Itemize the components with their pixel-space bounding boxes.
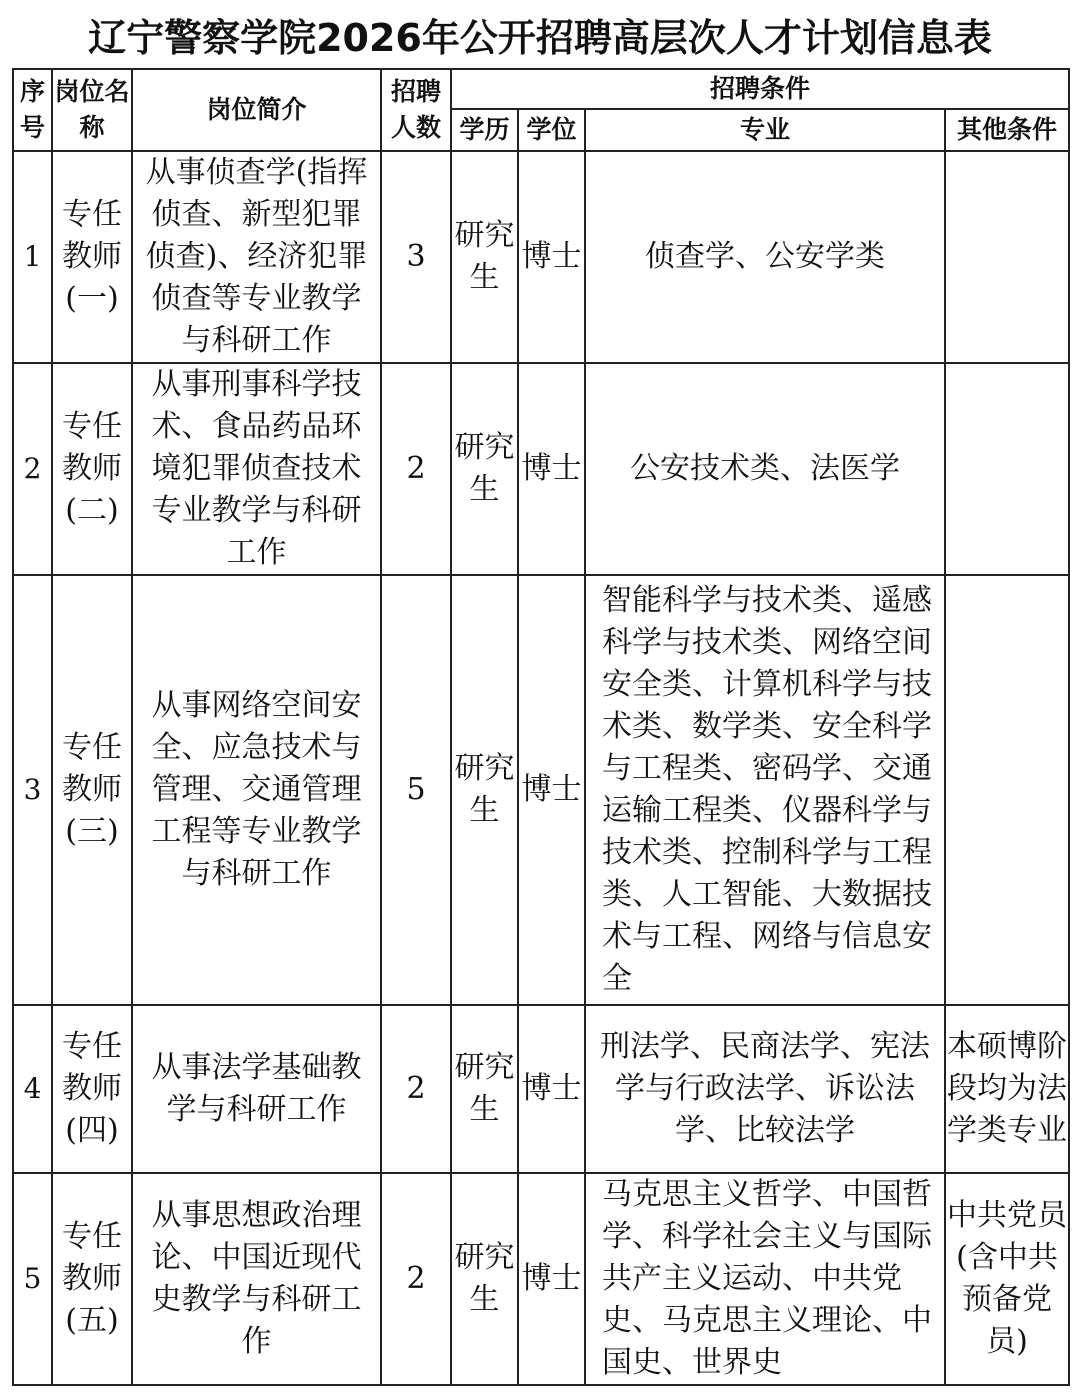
header-other: 其他条件 [945, 109, 1069, 151]
cell-major: 公安技术类、法医学 [585, 363, 945, 575]
cell-major: 马克思主义哲学、中国哲学、科学社会主义与国际共产主义运动、中共党史、马克思主义理论、中国史、世界史 [585, 1173, 945, 1385]
header-major: 专业 [585, 109, 945, 151]
page-title: 辽宁警察学院2026年公开招聘高层次人才计划信息表 [88, 15, 992, 60]
cell-degree: 博士 [518, 1173, 585, 1385]
cell-degree: 博士 [518, 1005, 585, 1173]
cell-post-name: 专任教师(五) [52, 1173, 132, 1385]
cell-other: 本硕博阶段均为法学类专业 [945, 1005, 1069, 1173]
table-row [13, 575, 1069, 1005]
header-seq: 序号 [13, 69, 52, 151]
cell-degree: 博士 [518, 575, 585, 1005]
cell-degree: 博士 [518, 363, 585, 575]
header-post-name: 岗位名称 [52, 69, 132, 151]
header-education: 学历 [451, 109, 518, 151]
table-row [13, 1005, 1069, 1173]
header-post-intro: 岗位简介 [132, 69, 381, 151]
cell-seq: 3 [13, 575, 52, 1005]
header-conditions: 招聘条件 [451, 69, 1069, 109]
recruitment-table [12, 68, 1070, 1386]
cell-major: 侦查学、公安学类 [585, 151, 945, 363]
cell-post-name: 专任教师(三) [52, 575, 132, 1005]
cell-education: 研究生 [451, 1005, 518, 1173]
cell-major: 智能科学与技术类、遥感科学与技术类、网络空间安全类、计算机科学与技术类、数学类、安全科学与工程类、密码学、交通运输工程类、仪器科学与技术类、控制科学与工程类、人工智能、大数据技术与工程、网络与信息安全 [585, 575, 945, 1005]
cell-post-name: 专任教师(四) [52, 1005, 132, 1173]
table-row [13, 151, 1069, 363]
cell-education: 研究生 [451, 1173, 518, 1385]
cell-major: 刑法学、民商法学、宪法学与行政法学、诉讼法学、比较法学 [585, 1005, 945, 1173]
cell-degree: 博士 [518, 151, 585, 363]
cell-count: 2 [381, 363, 451, 575]
cell-post-intro: 从事侦查学(指挥侦查、新型犯罪侦查)、经济犯罪侦查等专业教学与科研工作 [132, 151, 381, 363]
cell-post-intro: 从事刑事科学技术、食品药品环境犯罪侦查技术专业教学与科研工作 [132, 363, 381, 575]
cell-seq: 4 [13, 1005, 52, 1173]
cell-other [945, 151, 1069, 363]
cell-seq: 5 [13, 1173, 52, 1385]
header-degree: 学位 [518, 109, 585, 151]
cell-count: 5 [381, 575, 451, 1005]
cell-other [945, 575, 1069, 1005]
cell-education: 研究生 [451, 575, 518, 1005]
cell-seq: 2 [13, 363, 52, 575]
cell-count: 3 [381, 151, 451, 363]
cell-post-name: 专任教师(一) [52, 151, 132, 363]
cell-post-intro: 从事网络空间安全、应急技术与管理、交通管理工程等专业教学与科研工作 [132, 575, 381, 1005]
cell-seq: 1 [13, 151, 52, 363]
cell-post-intro: 从事思想政治理论、中国近现代史教学与科研工作 [132, 1173, 381, 1385]
header-count: 招聘人数 [381, 69, 451, 151]
cell-post-name: 专任教师(二) [52, 363, 132, 575]
cell-other [945, 363, 1069, 575]
cell-other: 中共党员(含中共预备党员) [945, 1173, 1069, 1385]
cell-education: 研究生 [451, 363, 518, 575]
table-row [13, 1173, 1069, 1385]
cell-count: 2 [381, 1005, 451, 1173]
cell-education: 研究生 [451, 151, 518, 363]
cell-count: 2 [381, 1173, 451, 1385]
table-row [13, 363, 1069, 575]
cell-post-intro: 从事法学基础教学与科研工作 [132, 1005, 381, 1173]
